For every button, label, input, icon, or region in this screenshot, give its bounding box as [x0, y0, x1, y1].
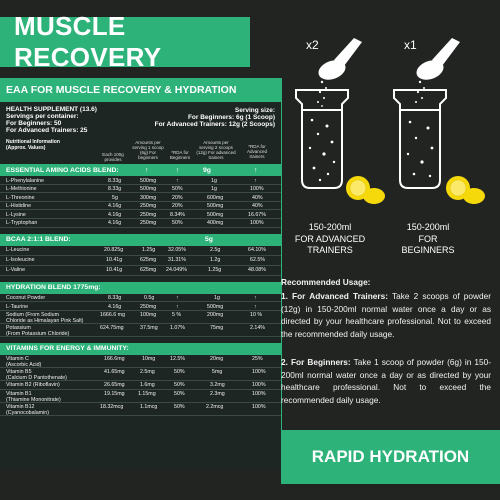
cell-amount-advanced: 500mg — [207, 203, 224, 210]
cell-100g: 4.16g — [108, 211, 122, 218]
cell-name-sub: (From Potassium Chloride) — [6, 331, 70, 338]
cell-rda-beginners: 5 % — [172, 312, 182, 319]
cell-rda-beginners: 50% — [174, 404, 185, 411]
table-row — [0, 324, 281, 337]
cell-name-sub: (Thiamine Mononitrate) — [6, 397, 61, 404]
cell-name: Potassium — [6, 325, 31, 332]
table-row — [0, 302, 281, 311]
scoop-icon — [316, 38, 362, 83]
table-row — [0, 193, 281, 202]
cell-name: L-Lysine — [6, 211, 26, 218]
beginner-scoop-count: x1 — [404, 38, 417, 52]
cell-amount-advanced: 500mg — [207, 211, 224, 218]
serving-size-advanced: For Advanced Trainers: 12g (2 Scoops) — [154, 121, 275, 128]
cell-amount-beginners: 500mg — [140, 177, 157, 184]
cell-rda-advanced: 10 % — [250, 312, 263, 319]
cell-rda-advanced: 25% — [252, 356, 263, 363]
cell-rda-beginners: ↑ — [176, 303, 179, 310]
lemon-icon — [446, 176, 485, 204]
cell-name: L-Taurine — [6, 303, 29, 310]
cell-rda-beginners: 50% — [174, 369, 185, 376]
cell-amount-beginners: 625mg — [140, 257, 157, 264]
cell-100g: 8.33g — [108, 295, 122, 302]
section-title: BCAA 2:1:1 BLEND: — [6, 236, 71, 244]
section-essential — [0, 164, 281, 176]
cell-rda-beginners: 8.34% — [170, 211, 186, 218]
section-mark: ↑ — [254, 166, 258, 174]
section-title: HYDRATION BLEND 1775mg: — [6, 284, 101, 292]
table-row — [0, 210, 281, 219]
supplement-facts-panel — [0, 78, 282, 470]
col-rda-beginners: *RDA for Beginners — [169, 150, 191, 160]
cell-name: Vitamin B2 (Riboflavin) — [6, 382, 60, 389]
lemon-icon — [346, 176, 385, 204]
cell-100g: 10.41g — [106, 257, 123, 264]
cell-name: L-Valine — [6, 267, 26, 274]
table-row — [0, 202, 281, 211]
cell-amount-beginners: 1.15mg — [138, 391, 156, 398]
cell-name-sub: (Calcium D Pantothenate) — [6, 375, 67, 382]
panel-heading: EAA FOR MUSCLE RECOVERY & HYDRATION — [0, 78, 281, 102]
cell-name: L-Threonine — [6, 194, 35, 201]
col-rda-advanced: *RDA for Advanced trainers — [246, 144, 267, 159]
cell-amount-advanced: 1g — [211, 186, 217, 193]
vitamin-rows — [0, 355, 281, 416]
cell-rda-advanced: 62.5% — [250, 257, 266, 264]
cell-amount-advanced: 600mg — [207, 194, 224, 201]
serving-size-block — [155, 107, 275, 128]
beginner-caption — [386, 222, 470, 257]
cell-rda-beginners: ↑ — [176, 295, 179, 302]
cell-name: Vitamin B12 — [6, 404, 35, 411]
usage-heading-block — [281, 276, 491, 289]
cell-name-sub: (Ascorbic Acid) — [6, 362, 42, 369]
cell-rda-beginners: 1.07% — [170, 325, 186, 332]
table-row — [0, 246, 281, 256]
cell-100g: 10.41g — [106, 267, 123, 274]
cell-rda-advanced: 40% — [252, 203, 263, 210]
table-row — [0, 219, 281, 228]
table-row — [0, 390, 281, 403]
title-banner — [0, 11, 250, 72]
cell-amount-advanced: 2.2mcg — [206, 404, 224, 411]
section-vitamins — [0, 343, 281, 355]
cell-rda-advanced: 2.14% — [250, 325, 266, 332]
advanced-volume: 150-200ml — [308, 222, 352, 232]
cell-rda-advanced: ↑ — [254, 303, 257, 310]
shaker-bottle-icon — [296, 90, 348, 188]
cell-name: L-Leucine — [6, 247, 30, 254]
cell-100g: 624.75mg — [100, 325, 124, 332]
table-row — [0, 368, 281, 381]
cell-amount-beginners: 37.5mg — [140, 325, 158, 332]
page-title: MUSCLE RECOVERY — [14, 11, 162, 72]
cell-amount-advanced: 20mg — [210, 356, 224, 363]
section-title: VITAMINS FOR ENERGY & IMMUNITY: — [6, 345, 129, 353]
cell-name: L-Methionine — [6, 186, 37, 193]
serving-info — [0, 102, 281, 140]
col-amount-beginners: Amounts per serving 1 scoop (6g) For beginners — [132, 140, 164, 160]
cell-amount-beginners: 2.5mg — [140, 369, 155, 376]
cell-100g: 8.33g — [108, 186, 122, 193]
section-total: 9g — [203, 166, 211, 174]
cell-rda-advanced: 100% — [252, 404, 266, 411]
cell-rda-advanced: ↑ — [254, 177, 257, 184]
cell-rda-beginners: 12.5% — [170, 356, 186, 363]
cell-100g: 4.16g — [108, 303, 122, 310]
section-hydration — [0, 282, 281, 294]
table-row — [0, 311, 281, 324]
cell-rda-beginners: 32.05% — [168, 247, 186, 254]
cell-rda-advanced: ↑ — [254, 295, 257, 302]
section-mark: ↑ — [176, 166, 180, 174]
cell-100g: 19.15mg — [104, 391, 125, 398]
nutri-label: Nutritional Information — [6, 139, 60, 145]
shaker-bottle-icon — [394, 90, 446, 188]
table-row — [0, 355, 281, 368]
rapid-hydration-label: RAPID HYDRATION — [311, 447, 470, 466]
usage-advanced — [281, 290, 491, 340]
bcaa-rows — [0, 246, 281, 276]
column-headers — [0, 140, 281, 164]
cell-name: L-Phenylalanine — [6, 177, 44, 184]
shaker-illustration — [282, 30, 500, 220]
beginner-label-2: BEGINNERS — [401, 245, 455, 255]
advanced-scoop-count: x2 — [306, 38, 319, 52]
cell-amount-beginners: 250mg — [140, 211, 157, 218]
cell-amount-advanced: 400mg — [207, 220, 224, 227]
cell-amount-beginners: 625mg — [140, 267, 157, 274]
rapid-hydration-banner — [281, 430, 500, 484]
cell-rda-advanced: 16.67% — [248, 211, 266, 218]
cell-100g: 4.16g — [108, 220, 122, 227]
section-mark: ↑ — [145, 166, 149, 174]
table-row — [0, 185, 281, 194]
cell-rda-beginners: 24.049% — [166, 267, 187, 274]
section-title: ESSENTIAL AMINO ACIDS BLEND: — [6, 166, 119, 174]
servings-label: Servings per container: — [6, 113, 79, 120]
section-bcaa — [0, 234, 281, 246]
cell-rda-advanced: 48.08% — [248, 267, 266, 274]
cell-100g: 166.6mg — [104, 356, 125, 363]
usage-advanced-label: 1. For Advanced Trainers: — [281, 291, 389, 301]
cell-100g: 5g — [112, 194, 118, 201]
cell-rda-advanced: 40% — [252, 194, 263, 201]
health-supplement-label: HEALTH SUPPLEMENT (13.6) — [6, 106, 97, 113]
beginner-volume: 150-200ml — [406, 222, 450, 232]
cell-rda-beginners: 50% — [172, 220, 183, 227]
cell-name: Coconut Powder — [6, 295, 46, 302]
essential-rows — [0, 176, 281, 228]
cell-rda-advanced: 100% — [252, 382, 266, 389]
cell-100g: 26.65mg — [104, 382, 125, 389]
cell-amount-advanced: 1.2g — [210, 257, 221, 264]
section-total: 5g — [205, 236, 213, 244]
cell-rda-beginners: 50% — [174, 391, 185, 398]
powder-particles-icon — [415, 81, 425, 103]
fizz-bubbles-icon — [407, 121, 434, 178]
approx-label: (Approx. Values) — [6, 145, 46, 151]
cell-name-sub: Chloride as Himalayan Pink Salt) — [6, 318, 84, 325]
hydration-rows — [0, 294, 281, 337]
cell-amount-beginners: 1.1mcg — [140, 404, 158, 411]
cell-rda-beginners: 50% — [172, 186, 183, 193]
cell-amount-beginners: 10mg — [142, 356, 156, 363]
cell-name: Sodium (From Sodium — [6, 312, 59, 319]
cell-rda-beginners: ↑ — [176, 177, 179, 184]
servings-beginners: For Beginners: 50 — [6, 120, 62, 127]
col-100g: Each 100g provides — [102, 152, 124, 162]
cell-amount-beginners: 1.6mg — [140, 382, 155, 389]
usage-beginners — [281, 356, 491, 406]
cell-rda-beginners: 20% — [172, 194, 183, 201]
cell-name: L-Tryptophan — [6, 220, 38, 227]
table-row — [0, 176, 281, 185]
cell-amount-beginners: 500mg — [140, 186, 157, 193]
cell-amount-beginners: 250mg — [140, 220, 157, 227]
cell-name: Vitamin C — [6, 356, 29, 363]
advanced-caption — [288, 222, 372, 257]
cell-amount-beginners: 100mg — [140, 312, 157, 319]
cell-name: L-Histidine — [6, 203, 32, 210]
cell-amount-advanced: 1.25g — [208, 267, 222, 274]
cell-rda-beginners: 50% — [174, 382, 185, 389]
cell-amount-advanced: 500mg — [207, 303, 224, 310]
scoop-icon — [414, 38, 460, 83]
col-amount-advanced: Amounts per serving 2 scoops (12g) For advanced trainers — [196, 140, 236, 160]
cell-rda-beginners: 31.31% — [168, 257, 186, 264]
cell-amount-beginners: 0.5g — [144, 295, 155, 302]
serving-size-label: Serving size: — [234, 107, 275, 114]
cell-100g: 4.16g — [108, 203, 122, 210]
cell-amount-advanced: 2.5g — [210, 247, 221, 254]
cell-amount-advanced: 75mg — [210, 325, 224, 332]
cell-100g: 20.825g — [104, 247, 124, 254]
serving-size-beginners: For Beginners: 6g (1 Scoop) — [187, 114, 275, 121]
cell-amount-advanced: 5mg — [212, 369, 223, 376]
powder-particles-icon — [317, 81, 327, 107]
table-row — [0, 266, 281, 276]
cell-name: Vitamin B5 — [6, 369, 32, 376]
cell-amount-advanced: 200mg — [207, 312, 224, 319]
usage-beginners-text: Take 1 scoop of powder (6g) in 150-200ml normal water once a day or as directed by your healthcare professional. Not to exceed the recommended daily usage. — [281, 357, 491, 405]
cell-rda-advanced: 64.10% — [248, 247, 266, 254]
table-row — [0, 294, 281, 303]
cell-name: Vitamin B1 — [6, 391, 32, 398]
advanced-label-2: TRAINERS — [307, 245, 353, 255]
cell-amount-advanced: 2.3mg — [210, 391, 225, 398]
cell-amount-beginners: 300mg — [140, 194, 157, 201]
table-row — [0, 256, 281, 266]
cell-rda-advanced: 100% — [252, 369, 266, 376]
usage-heading: Recommended Usage: — [281, 277, 371, 287]
cell-rda-advanced: 100% — [250, 186, 264, 193]
cell-amount-beginners: 250mg — [140, 303, 157, 310]
cell-name-sub: (Cyanocobalamin) — [6, 410, 49, 417]
cell-rda-advanced: 100% — [250, 220, 264, 227]
usage-advanced-text: Take 2 scoops of powder (12g) in 150-200ml normal water once a day or as directed by your healthcare professional. Not to exceed the recommended daily usage. — [281, 291, 492, 339]
cell-100g: 41.65mg — [104, 369, 125, 376]
cell-amount-advanced: 3.2mg — [210, 382, 225, 389]
cell-amount-advanced: 1g — [211, 177, 217, 184]
beginner-label: FOR — [418, 233, 438, 244]
table-row — [0, 403, 281, 416]
advanced-label: FOR ADVANCED — [294, 233, 366, 244]
fizz-bubbles-icon — [309, 119, 335, 182]
cell-name: L-Isoleucine — [6, 257, 35, 264]
cell-100g: 18.32mcg — [100, 404, 124, 411]
usage-beginners-label: 2. For Beginners: — [281, 357, 351, 367]
cell-amount-beginners: 250mg — [140, 203, 157, 210]
cell-100g: 1666.6 mg — [100, 312, 126, 319]
cell-rda-advanced: 100% — [252, 391, 266, 398]
cell-rda-beginners: 20% — [172, 203, 183, 210]
cell-amount-advanced: 1g — [214, 295, 220, 302]
servings-advanced: For Advanced Trainers: 25 — [6, 127, 88, 134]
cell-100g: 8.33g — [108, 177, 122, 184]
cell-amount-beginners: 1.25g — [142, 247, 156, 254]
table-row — [0, 381, 281, 390]
